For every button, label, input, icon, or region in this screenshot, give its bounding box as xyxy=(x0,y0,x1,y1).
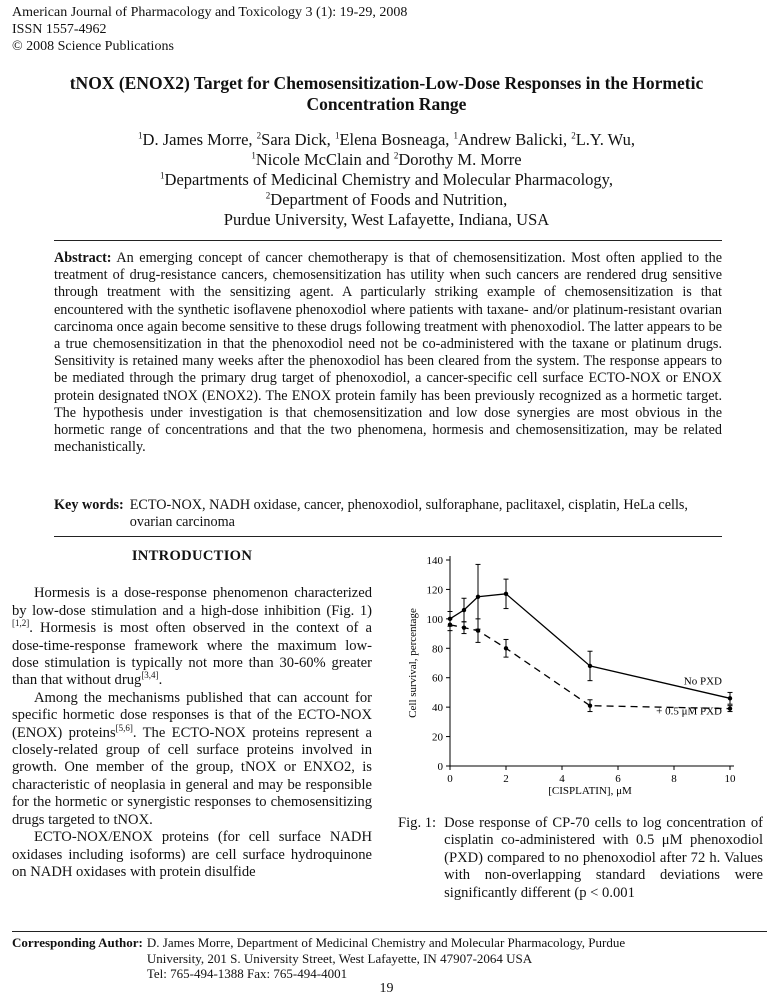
affiliation-text: Department of Foods and Nutrition, xyxy=(270,190,508,209)
author-name: Sara Dick, xyxy=(261,130,335,149)
affiliation-text: Departments of Medicinal Chemistry and Molecular Pharmacology, xyxy=(164,170,613,189)
author-sup: 1 xyxy=(334,130,340,141)
x-tick-label: 10 xyxy=(724,773,736,785)
text: Hormesis is a dose-response phenomenon characterized by low-dose stimulation and a high-dose inhibition (Fig. 1) xyxy=(12,585,372,619)
footer-rule xyxy=(12,931,767,932)
y-tick-label: 60 xyxy=(432,672,443,685)
data-point xyxy=(462,625,466,629)
journal-header xyxy=(12,4,407,55)
paper-title: tNOX (ENOX2) Target for Chemosensitization-Low-Dose Responses in the Hormetic Concentration Range xyxy=(69,73,704,114)
copyright: © 2008 Science Publications xyxy=(12,39,174,54)
issn: ISSN 1557-4962 xyxy=(12,22,107,37)
figure-1-chart xyxy=(398,548,763,808)
affiliation-1 xyxy=(60,170,713,190)
data-point xyxy=(588,664,592,668)
affiliation-2 xyxy=(60,190,713,210)
data-point xyxy=(476,595,480,599)
data-point xyxy=(448,623,452,627)
series-label: + 0.5 μM PXD xyxy=(656,705,722,718)
data-point xyxy=(728,706,732,710)
y-tick-label: 0 xyxy=(437,761,443,773)
intro-paragraph-3: ECTO-NOX/ENOX proteins (for cell surface NADH oxidases including isoforms) are cell surface hydroquinone on NADH oxidases with protein disulfide xyxy=(12,829,372,880)
x-tick-label: 6 xyxy=(615,773,621,785)
author-block xyxy=(60,130,713,230)
intro-paragraph-2 xyxy=(12,690,372,829)
intro-paragraph-1 xyxy=(12,585,372,689)
x-tick-label: 4 xyxy=(559,773,565,785)
journal-citation: American Journal of Pharmacology and Toxicology 3 (1): 19-29, 2008 xyxy=(12,5,408,20)
abstract xyxy=(54,250,722,456)
data-point xyxy=(728,696,732,700)
corresponding-line-1: D. James Morre, Department of Medicinal Chemistry and Molecular Pharmacology, Purdue xyxy=(146,935,626,950)
affiliation-sup: 2 xyxy=(265,190,271,201)
corresponding-label: Corresponding Author: xyxy=(12,935,143,950)
author-name: Elena Bosneaga, xyxy=(339,130,454,149)
abstract-text: An emerging concept of cancer chemotherapy is that of chemosensitization. Most often applied to the treatment of drug-resistance cancers, chemosensitization has utility when such cancers are rendered drug sensitive through treatment with the sensitizing agent. A particularly striking example of chemosensitization is that encountered with the synthetic isoflavene phenoxodiol where patients with taxane- and/or platinum-resistant ovarian carcinoma once again become sensitive to these drugs following treatment with phenoxodiol. The latter appears to be a true chemosensitization in that the phenoxodiol need not be co-administered with the taxane or platinum drugs. Sensitivity is retained many weeks after the phenoxodiol has been cleared from the system. The response appears to be mediated through the primary drug target of phenoxodiol, a cancer-specific cell surface ECTO-NOX or ENOX protein designated tNOX (ENOX2). The ENOX protein family has been previously recognized as a hormetic target. The hypothesis under investigation is that chemosensitization and low dose synergies are most obvious in the hormetic range of concentrations and that the two phenomena, hormesis and chemosensitization, may be related mechanistically. xyxy=(54,250,722,456)
data-point xyxy=(588,703,592,707)
author-sup: 2 xyxy=(256,130,262,141)
author-line-1 xyxy=(60,130,713,150)
introduction-column xyxy=(12,548,372,881)
author-name: Nicole McClain and xyxy=(255,150,394,169)
text: . Hormesis is most often observed in the context of a dose-time-response framework where the maximum low-dose stimulation is typically not more than 30-60% greater than that without drug xyxy=(12,620,372,689)
abstract-label: Abstract: xyxy=(54,250,112,266)
figure-label: Fig. 1: xyxy=(398,815,437,831)
chart-labels xyxy=(407,555,736,797)
y-tick-label: 120 xyxy=(426,584,443,597)
page-number: 19 xyxy=(379,981,394,996)
keywords xyxy=(54,497,722,531)
author-line-2 xyxy=(60,150,713,170)
keywords-text: ECTO-NOX, NADH oxidase, cancer, phenoxodiol, sulforaphane, paclitaxel, cisplatin, HeLa cells, ovarian carcinoma xyxy=(129,497,688,531)
author-sup: 1 xyxy=(138,130,143,141)
y-tick-label: 80 xyxy=(432,643,443,656)
author-sup: 2 xyxy=(393,150,399,161)
series-label: No PXD xyxy=(683,675,722,688)
y-tick-label: 140 xyxy=(426,555,443,567)
data-point xyxy=(476,628,480,632)
affiliation-3: Purdue University, West Lafayette, Indiana, USA xyxy=(223,210,550,229)
citation: [3,4] xyxy=(141,670,159,681)
x-axis-label: [CISPLATIN], μM xyxy=(548,785,632,797)
keywords-label: Key words: xyxy=(54,497,124,513)
x-tick-label: 0 xyxy=(447,773,453,785)
citation: [5,6] xyxy=(115,722,133,733)
author-sup: 2 xyxy=(571,130,576,141)
data-point xyxy=(462,608,466,612)
citation: [1,2] xyxy=(12,618,30,629)
author-name: Dorothy M. Morre xyxy=(398,150,522,169)
figure-caption xyxy=(398,815,763,902)
y-tick-label: 40 xyxy=(432,702,443,715)
section-heading: INTRODUCTION xyxy=(131,548,253,564)
y-tick-label: 100 xyxy=(426,613,443,626)
affiliation-sup: 1 xyxy=(160,170,165,181)
text: . xyxy=(158,672,163,689)
corresponding-author xyxy=(12,935,767,982)
corresponding-line-3: Tel: 765-494-1388 Fax: 765-494-4001 xyxy=(146,966,348,981)
author-name: L.Y. Wu, xyxy=(575,130,635,149)
y-axis-label: Cell survival, percentage xyxy=(407,608,419,718)
keywords-bottom-rule xyxy=(54,536,722,537)
figure-caption-text: Dose response of CP-70 cells to log concentration of cisplatin co-administered with 0.5 μM phenoxodiol (PXD) compared to no phenoxodiol after 72 h. Values with non-overlapping standard deviations were significantly different (p < 0.001 xyxy=(444,815,763,901)
abstract-top-rule xyxy=(54,240,722,241)
data-point xyxy=(504,592,508,596)
data-point xyxy=(504,646,508,650)
text: . The ECTO-NOX proteins represent a closely-related group of cell surface proteins involved in growth. One member of the group, tNOX or ENXO2, is characteristic of neoplasia in general and may be responsible for the hormetic or synergistic responses to chemosensitizing drugs targeted to tNOX. xyxy=(12,724,372,828)
text: Among the mechanisms published that can account for specific hormetic dose responses is that of the ECTO-NOX (ENOX) proteins xyxy=(12,689,372,741)
author-name: D. James Morre, xyxy=(142,130,257,149)
author-sup: 1 xyxy=(453,130,459,141)
x-tick-label: 2 xyxy=(503,773,509,785)
y-tick-label: 20 xyxy=(432,731,443,744)
corresponding-details xyxy=(147,935,625,982)
corresponding-line-2: University, 201 S. University Street, West Lafayette, IN 47907-2064 USA xyxy=(146,950,533,966)
author-name: Andrew Balicki, xyxy=(458,130,572,149)
chart-marks xyxy=(448,564,733,711)
x-tick-label: 8 xyxy=(671,773,677,785)
author-sup: 1 xyxy=(251,150,256,161)
